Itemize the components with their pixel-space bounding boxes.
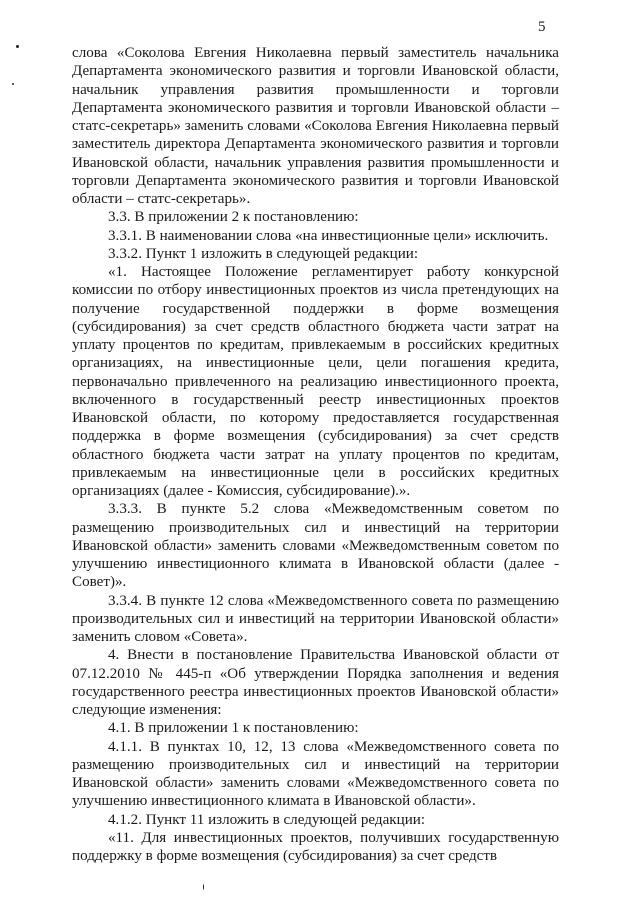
paragraph: 4.1.1. В пунктах 10, 12, 13 слова «Межведомственного совета по размещению производительных сил и инвестиций на территории Ивановской области» заменить словами «Межведомственного совета по улучшению инвестиционного климата в Ивановской области». bbox=[72, 738, 559, 810]
paragraph: 3.3.1. В наименовании слова «на инвестиционные цели» исключить. bbox=[108, 227, 549, 244]
paragraph: «11. Для инвестиционных проектов, получивших государственную поддержку в форме возмещения (субсидирования) за счет средств bbox=[72, 829, 559, 864]
paragraph: 3.3.4. В пункте 12 слова «Межведомственного совета по размещению производительных сил и инвестиций на территории Ивановской области» заменить словом «Совета». bbox=[72, 592, 559, 645]
paragraph: 3.3.2. Пункт 1 изложить в следующей редакции: bbox=[108, 245, 419, 262]
paragraph: 3.3.3. В пункте 5.2 слова «Межведомственным советом по размещению производительных сил и инвестиций на территории Ивановской области» заменить словами «Межведомственным советом по улучшению инвестиционного климата в Ивановской области (далее - Совет)». bbox=[72, 501, 559, 591]
paragraph: 4.1.2. Пункт 11 изложить в следующей редакции: bbox=[108, 811, 426, 828]
scan-speck bbox=[203, 884, 204, 890]
scan-speck bbox=[16, 45, 19, 48]
paragraph: 3.3. В приложении 2 к постановлению: bbox=[108, 209, 359, 226]
paragraph: 4. Внести в постановление Правительства Ивановской области от 07.12.2010 № 445-п «Об утверждении Порядка заполнения и ведения государственного реестра инвестиционных проектов Ивановской области» следующие изменения: bbox=[72, 647, 559, 718]
paragraph: «1. Настоящее Положение регламентирует работу конкурсной комиссии по отбору инвестиционных проектов из числа претендующих на получение государственной поддержки в форме возмещения (субсидирования) за счет средств областного бюджета части затрат на уплату процентов по кредитам, привлекаемым в российских кредитных организациях, на инвестиционные цели, цели погашения кредита, первоначально привлеченного на реализацию инвестиционного проекта, включенного в государственный реестр инвестиционных проектов Ивановской области, по которому предоставляется государственная поддержка в форме возмещения (субсидирования) за счет средств областного бюджета части затрат на уплату процентов по кредитам, привлекаемым на инвестиционные цели в российских кредитных организациях (далее - Комиссия, субсидирование).». bbox=[72, 264, 559, 499]
paragraph: слова «Соколова Евгения Николаевна первый заместитель начальника Департамента экономического развития и торговли Ивановской области, начальник управления развития промышленности и торговли Департамента экономического развития и торговли Ивановской области – статс-секретарь» заменить словами «Соколова Евгения Николаевна первый заместитель директора Департамента экономического развития и торговли Ивановской области, начальник управления развития промышленности и торговли Департамента экономического развития и торговли Ивановской области – статс-секретарь». bbox=[72, 45, 559, 207]
page-number: 5 bbox=[538, 19, 546, 35]
paragraph: 4.1. В приложении 1 к постановлению: bbox=[108, 720, 359, 737]
scan-speck bbox=[12, 83, 14, 85]
document-body bbox=[72, 44, 559, 865]
